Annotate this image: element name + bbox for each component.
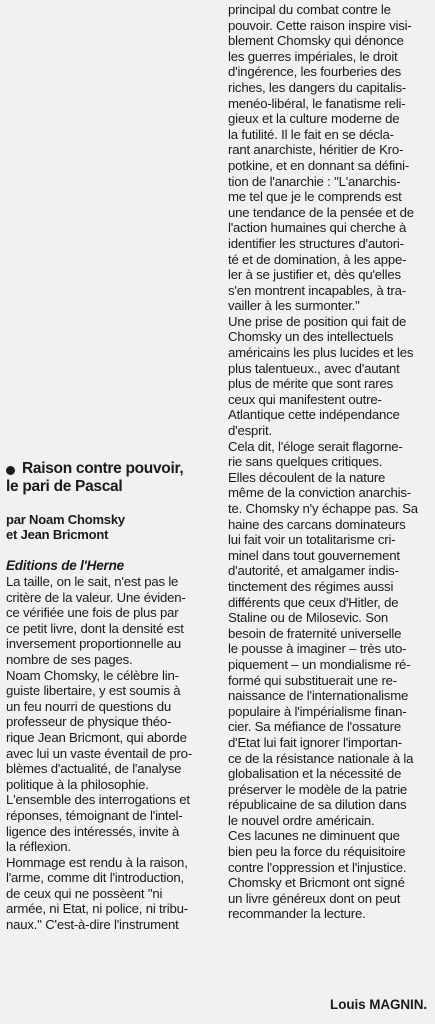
- text-line: bien peu la force du réquisitoire: [228, 844, 406, 860]
- text-line: rique Jean Bricmont, qui aborde: [6, 729, 187, 745]
- text-line: plus talentueux., avec d'autant: [228, 360, 400, 376]
- text-line: blement Chomsky qui dénonce: [228, 33, 404, 49]
- text-line: nombre de ses pages.: [6, 651, 133, 667]
- text-line: pouvoir. Cette raison inspire visi-: [228, 17, 412, 33]
- text-line: formé qui substituerait une re-: [228, 672, 397, 688]
- text-line: Noam Chomsky, le célèbre lin-: [6, 667, 179, 683]
- text-line: vailler à les surmonter.": [228, 298, 360, 314]
- text-line: La taille, on le sait, n'est pas le: [6, 574, 179, 589]
- text-line: réponses, témoignant de l'intel-: [6, 807, 183, 823]
- text-line: un feu nourri de questions du: [6, 698, 172, 714]
- text-line: de ceux qui ne possèent "ni: [6, 885, 163, 901]
- text-line: minel dans tout gouvernement: [228, 547, 400, 563]
- text-line: lui fait voir un totalitarisme cri-: [228, 532, 396, 548]
- text-line: Staline ou de Milosevic. Son: [228, 610, 389, 626]
- article-title: [6, 460, 218, 496]
- text-line: républicaine de sa dilution dans: [228, 797, 407, 813]
- left-column: [6, 460, 218, 933]
- author-line: par Noam Chomsky: [6, 512, 125, 527]
- text-line: la futilité. Il le fait en se décla-: [228, 126, 394, 142]
- text-line: identifier les structures d'autori-: [228, 235, 404, 251]
- text-line: besoin de fraternité universelle: [228, 625, 402, 641]
- text-line: rant anarchiste, héritier de Kro-: [228, 142, 404, 158]
- text-line: ce vérifiée une fois de plus par: [6, 605, 179, 621]
- text-line: Une prise de position qui fait de: [228, 313, 407, 329]
- text-line: tinctement des régimes aussi: [228, 578, 394, 594]
- text-line: Ces lacunes ne diminuent que: [228, 828, 400, 844]
- text-line: même de la conviction anarchis-: [228, 485, 411, 501]
- text-line: me tel que je le comprends est: [228, 189, 402, 205]
- left-column-text: [6, 574, 218, 933]
- text-line: gieux et la culture moderne de: [228, 111, 400, 127]
- text-line: préserver le modèle de la patrie: [228, 781, 408, 797]
- text-line: guiste libertaire, y est soumis à: [6, 683, 181, 699]
- text-line: différents que ceux d'Hitler, de: [228, 594, 399, 610]
- text-line: ler à se justifier et, dès qu'elles: [228, 267, 401, 283]
- text-line: Cela dit, l'éloge serait flagorne-: [228, 438, 403, 454]
- text-line: rie sans quelques critiques.: [228, 454, 383, 470]
- text-line: le nouvel ordre américain.: [228, 812, 375, 828]
- author-line: et Jean Bricmont: [6, 527, 109, 542]
- text-line: Chomsky un des intellectuels: [228, 329, 394, 345]
- bullet-icon: [6, 466, 15, 475]
- text-line: s'en montrent incapables, à tra-: [228, 282, 406, 298]
- right-column-text: [228, 2, 428, 922]
- article-heading: [6, 460, 218, 496]
- text-line: principal du combat contre le: [228, 2, 391, 17]
- text-line: Atlantique cette indépendance: [228, 407, 400, 423]
- text-line: américains les plus lucides et les: [228, 345, 414, 361]
- publisher: Editions de l'Herne: [6, 558, 124, 573]
- title-line: Raison contre pouvoir,: [22, 460, 184, 477]
- text-line: contre l'oppression et l'injustice.: [228, 859, 407, 875]
- text-line: critère de la valeur. Une éviden-: [6, 589, 186, 605]
- text-line: ligence des intéressés, invite à: [6, 823, 180, 839]
- text-line: naissance de l'internationalisme: [228, 688, 409, 704]
- text-line: Chomsky et Bricmont ont signé: [228, 875, 405, 891]
- text-line: une tendance de la pensée et de: [228, 204, 414, 220]
- text-line: menéo-libéral, le fanatisme reli-: [228, 95, 406, 111]
- text-line: l'action humaines qui cherche à: [228, 220, 407, 236]
- text-line: tion de l'anarchie : "L'anarchis-: [228, 173, 401, 189]
- text-line: le pousse à imaginer – très uto-: [228, 641, 407, 657]
- article-signature: Louis MAGNIN.: [330, 997, 427, 1012]
- text-line: ceux qui manifestent outre-: [228, 391, 382, 407]
- text-line: ce petit livre, dont la densité est: [6, 620, 184, 636]
- text-line: avec lui un vaste éventail de pro-: [6, 745, 192, 761]
- text-line: d'autorité, et amalgamer indis-: [228, 563, 399, 579]
- text-line: Hommage est rendu à la raison,: [6, 854, 188, 870]
- text-line: riches, les dangers du capitalis-: [228, 79, 407, 95]
- text-line: te. Chomsky n'y échappe pas. Sa: [228, 501, 418, 516]
- text-line: politique à la philosophie.: [6, 776, 149, 792]
- text-line: cier. Sa méfiance de l'ossature: [228, 719, 401, 735]
- text-line: té et de domination, à les appe-: [228, 251, 407, 267]
- text-line: un livre généreux dont on peut: [228, 890, 401, 906]
- text-line: d'esprit.: [228, 423, 272, 439]
- text-line: l'arme, comme dit l'introduction,: [6, 870, 184, 886]
- text-line: potkine, et en donnant sa défini-: [228, 157, 410, 173]
- text-line: d'ingérence, les fourberies des: [228, 64, 401, 80]
- text-line: ce de la résistance nationale à la: [228, 750, 414, 766]
- text-line: professeur de physique théo-: [6, 714, 172, 730]
- text-line: armée, ni Etat, ni police, ni tribu-: [6, 901, 188, 917]
- text-line: blèmes d'actualité, de l'analyse: [6, 761, 182, 777]
- text-line: plus de mérite que sont rares: [228, 376, 393, 392]
- text-line: recommander la lecture.: [228, 906, 366, 922]
- text-line: d'Etat lui fait ignorer l'importan-: [228, 734, 402, 750]
- text-line: globalisation et la nécessité de: [228, 766, 402, 782]
- text-line: haine des carcans dominateurs: [228, 516, 406, 532]
- title-line: le pari de Pascal: [6, 478, 123, 495]
- text-line: L'ensemble des interrogations et: [6, 792, 190, 808]
- article-authors: [6, 512, 218, 542]
- right-column: [228, 2, 428, 922]
- text-line: inversement proportionnelle au: [6, 636, 182, 652]
- text-line: piquement – un mondialisme ré-: [228, 656, 411, 672]
- text-line: les guerres impériales, le droit: [228, 48, 398, 64]
- text-line: naux." C'est-à-dire l'instrument: [6, 917, 179, 933]
- text-line: la réflexion.: [6, 839, 71, 855]
- text-line: Elles découlent de la nature: [228, 469, 386, 485]
- text-line: populaire à l'impérialisme finan-: [228, 703, 407, 719]
